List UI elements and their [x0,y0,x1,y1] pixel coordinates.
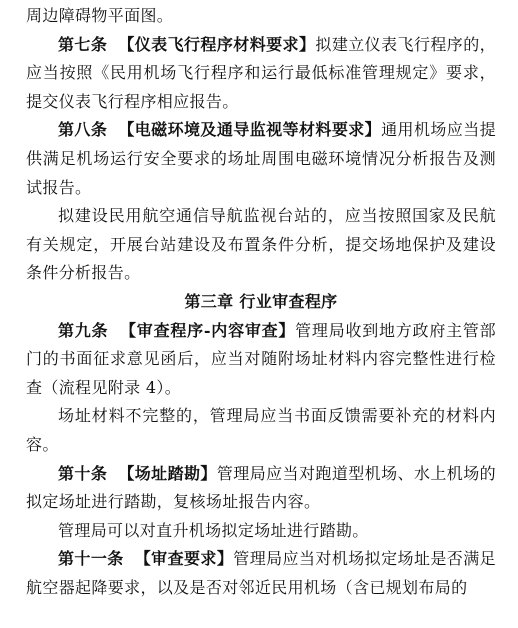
paragraph-cns-stations [26,202,496,288]
paragraph-body: 管理局应当对跑道型机场、水上机场的拟定场址进行踏勘，复核场址报告内容。 [26,463,496,512]
chapter-title: 第三章 行业审查程序 [184,291,338,311]
paragraph-article-7 [26,31,496,117]
paragraph-article-9 [26,317,496,403]
paragraph-body: 拟建立仪表飞行程序的，应当按照《民用机场飞行程序和运行最低标准管理规定》要求，提交仪表飞行程序相应报告。 [26,34,496,111]
article-number: 第七条 [58,34,108,54]
article-number: 第八条 [58,120,108,140]
article-number: 第九条 [58,320,109,340]
article-title: 【仪表飞行程序材料要求】 [118,34,316,54]
paragraph-body: 管理局应当对机场拟定场址是否满足航空器起降要求，以及是否对邻近民用机场（含已规划布局的 [26,549,496,597]
paragraph-body: 通用机场应当提供满足机场运行安全要求的场址周围电磁环境情况分析报告及测试报告。 [26,120,497,197]
article-title: 【审查要求】 [134,549,234,569]
paragraph-article-8 [26,116,496,202]
article-title: 【审查程序-内容审查】 [120,320,296,340]
paragraph-body: 拟建设民用航空通信导航监视台站的，应当按照国家及民航有关规定，开展台站建设及布置条件分析，提交场地保护及建设条件分析报告。 [26,206,496,283]
chapter-heading [26,288,496,317]
paragraph-body: 场址材料不完整的，管理局应当书面反馈需要补充的材料内容。 [26,406,496,454]
article-number: 第十一条 [58,549,124,569]
paragraph-article-10 [26,460,496,517]
paragraph-heliport-survey [26,517,496,546]
paragraph-article-11 [26,545,496,602]
article-number: 第十条 [58,463,108,483]
article-title: 【场址踏勘】 [118,463,217,483]
paragraph-body: 管理局可以对直升机场拟定场址进行踏勘。 [58,520,369,540]
paragraph-incomplete-materials [26,402,496,459]
paragraph-body: 管理局收到地方政府主管部门的书面征求意见函后，应当对随附场址材料内容完整性进行检查（流程见附录 4）。 [26,320,496,397]
paragraph-obstacle-plan [26,2,496,31]
paragraph-body: 周边障碍物平面图。 [26,6,174,25]
article-title: 【电磁环境及通导监视等材料要求】 [118,120,382,140]
